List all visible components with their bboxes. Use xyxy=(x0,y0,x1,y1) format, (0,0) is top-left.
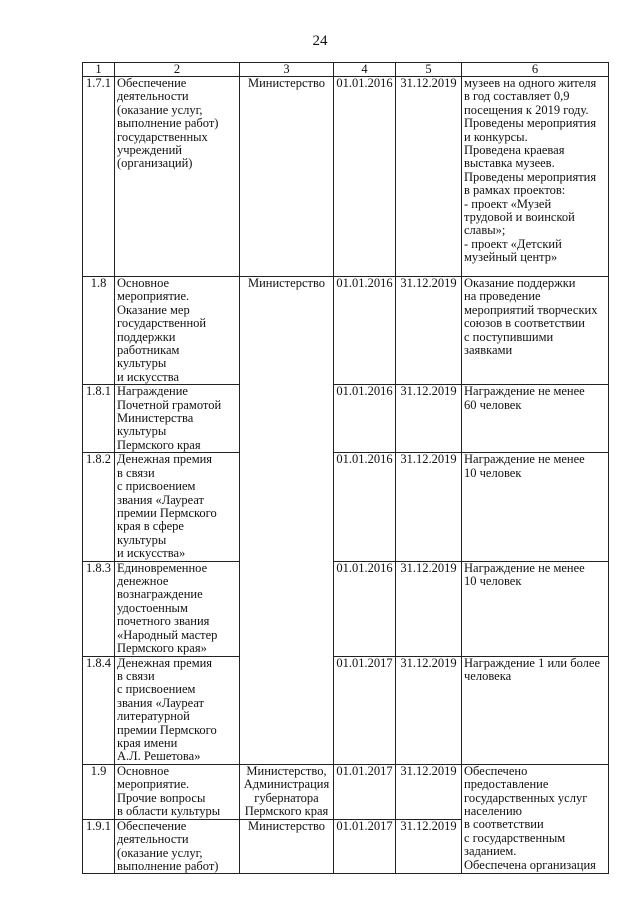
start-date: 01.01.2016 xyxy=(334,77,396,277)
end-date: 31.12.2019 xyxy=(396,561,462,656)
executor xyxy=(240,453,334,561)
start-date: 01.01.2016 xyxy=(334,277,396,385)
end-date: 31.12.2019 xyxy=(396,819,462,874)
end-date: 31.12.2019 xyxy=(396,656,462,764)
start-date: 01.01.2017 xyxy=(334,819,396,874)
executor xyxy=(240,561,334,656)
row-number: 1.8.3 xyxy=(83,561,115,656)
row-number: 1.7.1 xyxy=(83,77,115,277)
row-number: 1.9.1 xyxy=(83,819,115,874)
table-row xyxy=(83,453,609,561)
activity-name: Основное мероприятие. Прочие вопросы в области культуры xyxy=(115,764,240,819)
end-date: 31.12.2019 xyxy=(396,277,462,385)
expected-result: Оказание поддержки на проведение мероприятий творческих союзов в соответствии с поступившими заявками xyxy=(462,277,609,385)
row-number: 1.8.2 xyxy=(83,453,115,561)
program-table xyxy=(82,62,609,874)
row-number: 1.8 xyxy=(83,277,115,385)
table-row xyxy=(83,656,609,764)
table-row xyxy=(83,764,609,819)
executor xyxy=(240,385,334,453)
executor: Министерство, Администрация губернатора Пермского края xyxy=(240,764,334,819)
end-date: 31.12.2019 xyxy=(396,77,462,277)
end-date: 31.12.2019 xyxy=(396,453,462,561)
header-cell: 5 xyxy=(396,63,462,77)
start-date: 01.01.2017 xyxy=(334,656,396,764)
expected-result: Обеспечено предоставление государственных услуг населению в соответствии с государственным заданием. Обеспечена организация xyxy=(462,764,609,874)
table-row xyxy=(83,561,609,656)
executor xyxy=(240,656,334,764)
end-date: 31.12.2019 xyxy=(396,764,462,819)
table-row xyxy=(83,277,609,385)
row-number: 1.8.1 xyxy=(83,385,115,453)
row-number: 1.8.4 xyxy=(83,656,115,764)
table-row xyxy=(83,385,609,453)
table-row xyxy=(83,77,609,277)
executor: Министерство xyxy=(240,77,334,277)
start-date: 01.01.2017 xyxy=(334,764,396,819)
expected-result: Награждение не менее 10 человек xyxy=(462,453,609,561)
row-number: 1.9 xyxy=(83,764,115,819)
activity-name: Единовременное денежное вознаграждение удостоенным почетного звания «Народный мастер Пермского края» xyxy=(115,561,240,656)
header-cell: 4 xyxy=(334,63,396,77)
page-number: 24 xyxy=(312,33,328,49)
executor: Министерство xyxy=(240,819,334,874)
table-header-row xyxy=(83,63,609,77)
start-date: 01.01.2016 xyxy=(334,385,396,453)
start-date: 01.01.2016 xyxy=(334,561,396,656)
activity-name: Награждение Почетной грамотой Министерства культуры Пермского края xyxy=(115,385,240,453)
header-cell: 6 xyxy=(462,63,609,77)
expected-result: музеев на одного жителя в год составляет 0,9 посещения к 2019 году. Проведены мероприятия и конкурсы. Проведена краевая выставка музеев. Проведены мероприятия в рамках проектов: - проект «Музей трудовой и воинской славы»; - проект «Детский музейный центр» xyxy=(462,77,609,277)
start-date: 01.01.2016 xyxy=(334,453,396,561)
header-cell: 3 xyxy=(240,63,334,77)
end-date: 31.12.2019 xyxy=(396,385,462,453)
activity-name: Основное мероприятие. Оказание мер государственной поддержки работникам культуры и искусства xyxy=(115,277,240,385)
activity-name: Обеспечение деятельности (оказание услуг, выполнение работ) государственных учреждений (организаций) xyxy=(115,77,240,277)
expected-result: Награждение 1 или более человека xyxy=(462,656,609,764)
header-cell: 2 xyxy=(115,63,240,77)
expected-result: Награждение не менее 10 человек xyxy=(462,561,609,656)
activity-name: Денежная премия в связи с присвоением звания «Лауреат литературной премии Пермского края имени А.Л. Решетова» xyxy=(115,656,240,764)
activity-name: Обеспечение деятельности (оказание услуг, выполнение работ) xyxy=(115,819,240,874)
header-cell: 1 xyxy=(83,63,115,77)
activity-name: Денежная премия в связи с присвоением звания «Лауреат премии Пермского края в сфере культуры и искусства» xyxy=(115,453,240,561)
executor: Министерство xyxy=(240,277,334,385)
expected-result: Награждение не менее 60 человек xyxy=(462,385,609,453)
